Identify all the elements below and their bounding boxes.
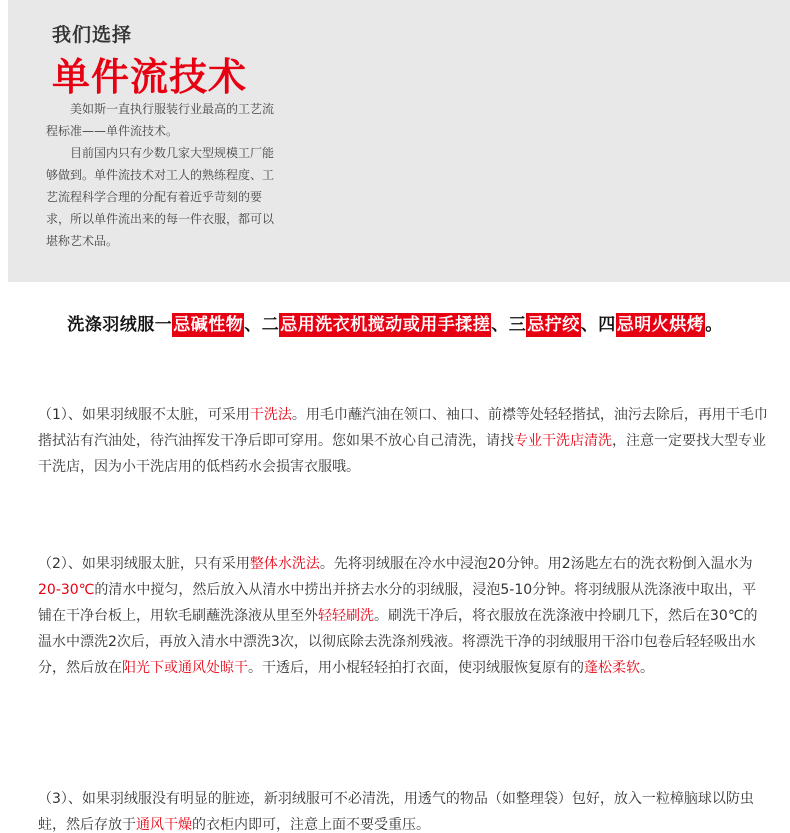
- water-wash-paragraph: [38, 551, 768, 681]
- headline-text: 。: [705, 315, 723, 335]
- headline-text: 、二: [244, 315, 280, 335]
- body-text: 。刷洗干净后，将衣服放在洗涤液中拎刷几下，然后在30℃的温水中漂洗2次后，再放入清水中漂洗3次，以彻底除去洗涤剂残液。将漂洗干净的羽绒服用干浴巾包卷后轻轻吸出水分，然后放在: [38, 608, 758, 676]
- intro-body: [46, 98, 282, 252]
- body-text: （1）、如果羽绒服不太脏，可采用: [38, 407, 250, 423]
- body-text: 。: [640, 660, 654, 676]
- warning-highlight: 忌明火烘烤: [616, 315, 705, 335]
- intro-paragraph: 美如斯一直执行服装行业最高的工艺流程标准——单件流技术。: [46, 102, 275, 138]
- keyword-highlight: 轻轻刷洗: [318, 608, 374, 624]
- keyword-highlight: 阳光下或通风处晾干: [122, 660, 248, 676]
- body-text: 的衣柜内即可，注意上面不要受重压。: [192, 817, 430, 833]
- body-text: 。先将羽绒服在冷水中浸泡20分钟。用2汤匙左右的洗衣粉倒入温水为: [319, 556, 753, 572]
- warning-highlight: 忌拧绞: [527, 315, 580, 335]
- dry-clean-paragraph: [38, 402, 768, 480]
- body-text: （3）、如果羽绒服没有明显的脏迹，新羽绒服可不必清洗，用透气的物品（如整理袋）包好，放入一粒樟脑球以防虫蛀，然后存放于: [38, 791, 754, 833]
- headline-text: 洗涤羽绒服一: [67, 315, 173, 335]
- keyword-highlight: 20-30℃: [38, 582, 95, 598]
- intro-eyebrow: 我们选择: [52, 24, 133, 46]
- keyword-highlight: 干洗法: [249, 407, 292, 423]
- warning-highlight: 忌用洗衣机搅动或用手揉搓: [280, 315, 491, 335]
- intro-paragraph: 目前国内只有少数几家大型规模工厂能够做到。单件流技术对工人的熟练程度、工艺流程科学合理的分配有着近乎苛刻的要求，所以单件流出来的每一件衣服，都可以堪称艺术品。: [46, 146, 275, 248]
- body-text: 的清水中搅匀，然后放入从清水中捞出并挤去水分的羽绒服，浸泡5-10分钟。将羽绒服从洗涤液中取出，平铺在干净台板上，用软毛刷蘸洗涤液从里至外: [38, 582, 757, 624]
- keyword-highlight: 专业干洗店清洗: [514, 433, 612, 449]
- keyword-highlight: 通风干燥: [136, 817, 192, 833]
- washing-warnings-headline: [0, 310, 790, 335]
- keyword-highlight: 蓬松柔软: [584, 660, 640, 676]
- keyword-highlight: 整体水洗法: [249, 556, 320, 572]
- intro-title: 单件流技术: [52, 55, 248, 99]
- body-text: ，注意一定要找大型专业干洗店，因为小干洗店用的低档药水会损害衣服哦。: [38, 433, 766, 475]
- headline-text: 、四: [580, 315, 616, 335]
- body-text: （2）、如果羽绒服太脏，只有采用: [38, 556, 250, 572]
- body-text: 。用毛巾蘸汽油在领口、袖口、前襟等处轻轻揩拭，油污去除后，再用干毛巾揩拭沾有汽油处，待汽油挥发干净后即可穿用。您如果不放心自己清洗，请找: [38, 407, 768, 449]
- headline-text: 、三: [491, 315, 527, 335]
- warning-highlight: 忌碱性物: [173, 315, 244, 335]
- body-text: 。干透后，用小棍轻轻拍打衣面，使羽绒服恢复原有的: [248, 660, 584, 676]
- intro-panel: [8, 0, 790, 282]
- storage-paragraph: [38, 786, 768, 833]
